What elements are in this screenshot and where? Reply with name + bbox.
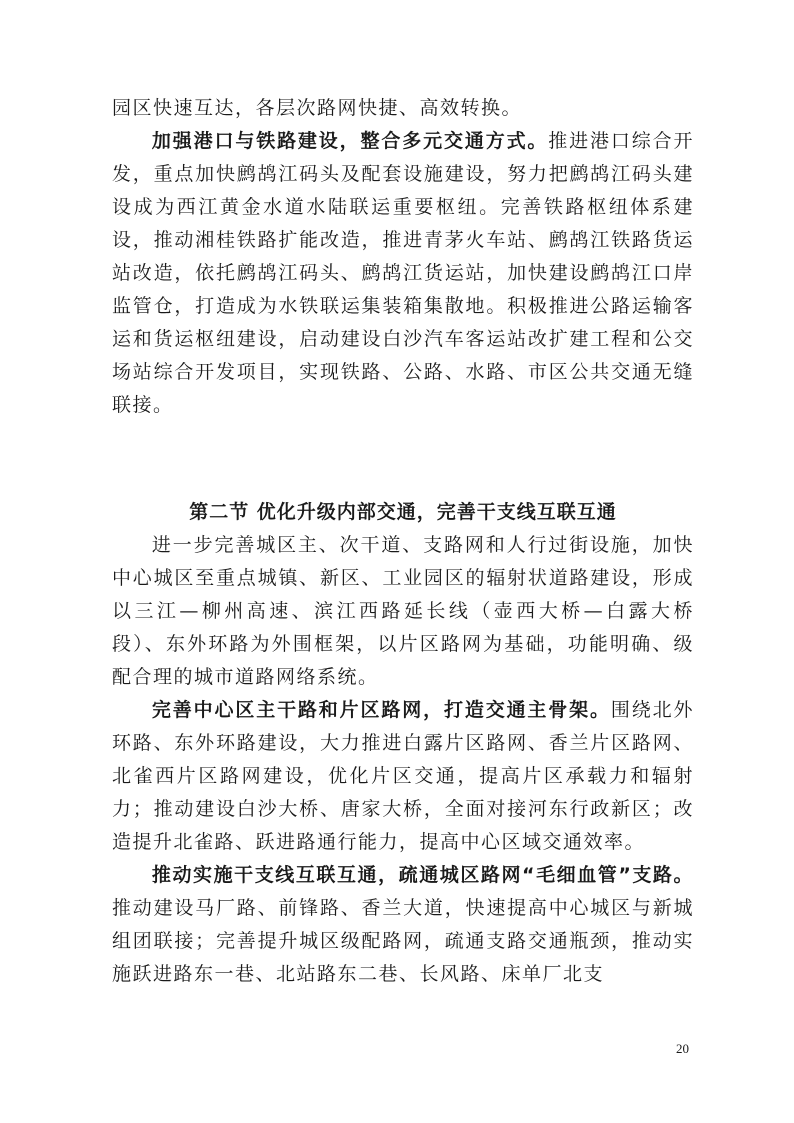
paragraph-lead: 推动实施干支线互联互通，疏通城区路网“毛细血管”支路。 — [151, 864, 694, 886]
paragraph-ports-railways — [112, 125, 694, 422]
paragraph-intro — [112, 529, 694, 694]
page-number: 20 — [676, 1041, 689, 1056]
paragraph-body: 推动建设马厂路、前锋路、香兰大道，快速提高中心城区与新城组团联接；完善提升城区级配路网，疏通支路交通瓶颈，推动实施跃进路东一巷、北站路东二巷、长风路、床单厂北支 — [112, 897, 694, 985]
paragraph-body: 进一步完善城区主、次干道、支路网和人行过街设施，加快中心城区至重点城镇、新区、工业园区的辐射状道路建设，形成以三江—柳州高速、滨江西路延长线（壶西大桥—白露大桥段）、东外环路为外围框架，以片区路网为基础，功能明确、级配合理的城市道路网络系统。 — [112, 534, 694, 688]
paragraph-branch-roads — [112, 859, 694, 991]
paragraph-body: 园区快速互达，各层次路网快捷、高效转换。 — [112, 97, 523, 119]
paragraph-body: 围绕北外环路、东外环路建设，大力推进白露片区路网、香兰片区路网、北雀西片区路网建设，优化片区交通，提高片区承载力和辐射力；推动建设白沙大桥、唐家大桥，全面对接河东行政新区；改造提升北雀路、跃进路通行能力，提高中心区域交通效率。 — [112, 699, 694, 853]
document-page — [112, 92, 694, 991]
paragraph-lead: 完善中心区主干路和片区路网，打造交通主骨架。 — [151, 699, 611, 721]
paragraph-main-roads — [112, 694, 694, 859]
paragraph-lead: 加强港口与铁路建设，整合多元交通方式。 — [151, 130, 549, 152]
section-heading: 第二节 优化升级内部交通，完善干支线互联互通 — [189, 501, 617, 523]
paragraph-continuation — [112, 92, 694, 125]
paragraph-body: 推进港口综合开发，重点加快鹧鸪江码头及配套设施建设，努力把鹧鸪江码头建设成为西江黄金水道水陆联运重要枢纽。完善铁路枢纽体系建设，推动湘桂铁路扩能改造，推进青茅火车站、鹧鸪江铁路货运站改造，依托鹧鸪江码头、鹧鸪江货运站，加快建设鹧鸪江口岸监管仓，打造成为水铁联运集装箱集散地。积极推进公路运输客运和货运枢纽建设，启动建设白沙汽车客运站改扩建工程和公交场站综合开发项目，实现铁路、公路、水路、市区公共交通无缝联接。 — [112, 130, 694, 416]
